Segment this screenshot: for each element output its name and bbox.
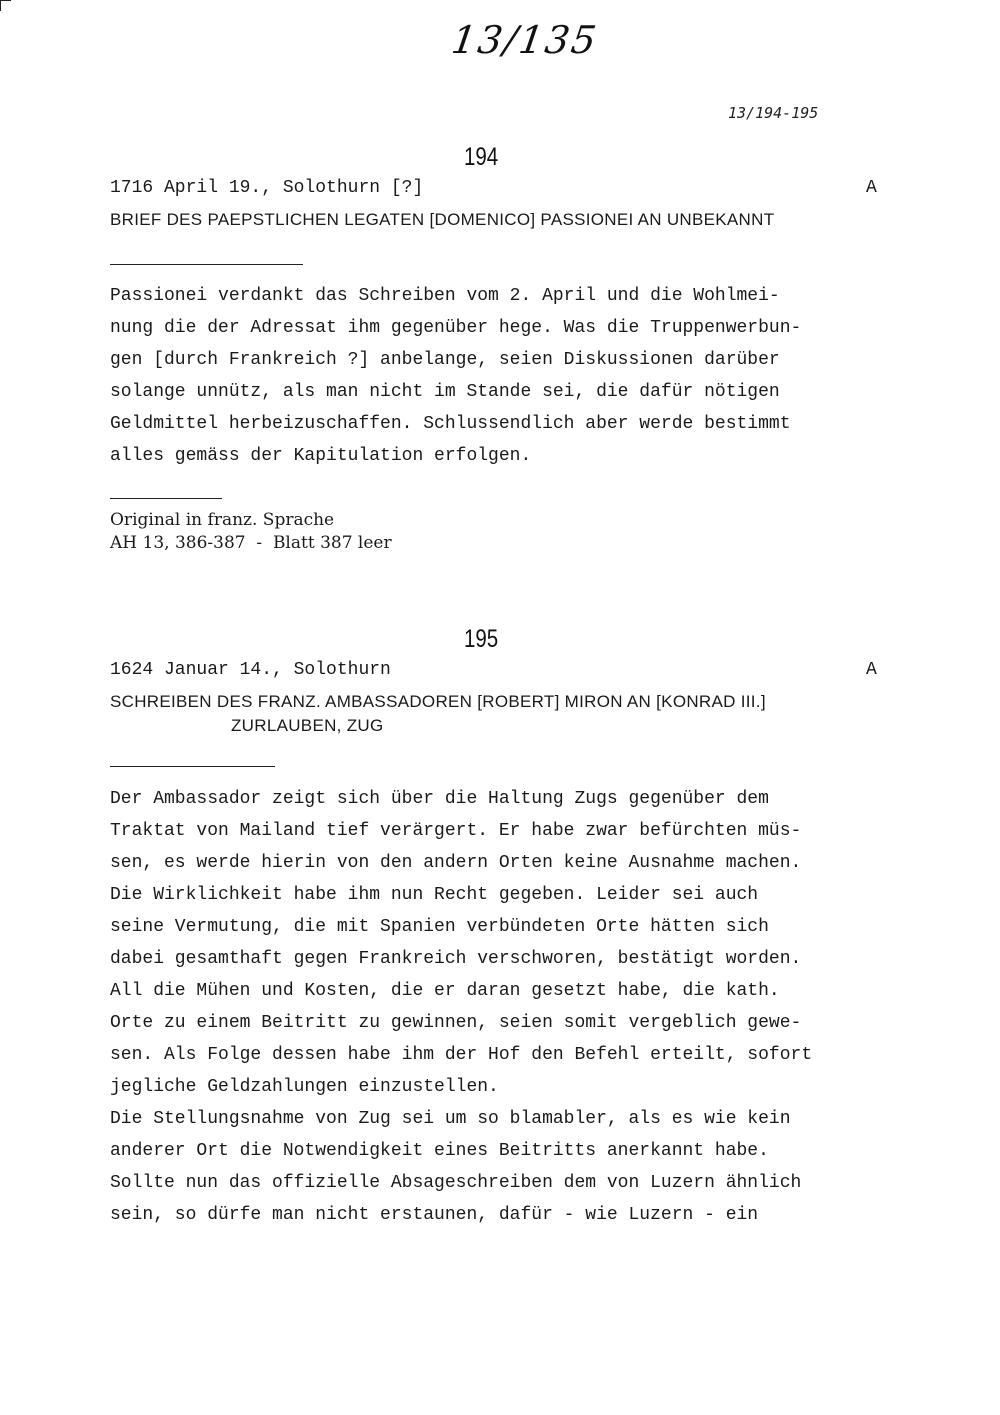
type-letter-195: A xyxy=(866,660,877,680)
summary-line: jegliche Geldzahlungen einzustellen. xyxy=(110,1077,499,1097)
document-number-195: 195 xyxy=(464,625,499,653)
summary-line: All die Mühen und Kosten, die er daran gesetzt habe, die kath. xyxy=(110,981,780,1001)
separator-rule xyxy=(110,264,303,265)
summary-line: Traktat von Mailand tief verärgert. Er habe zwar befürchten müs- xyxy=(110,821,802,841)
summary-line: anderer Ort die Notwendigkeit eines Beitritts anerkannt habe. xyxy=(110,1141,769,1161)
summary-line: Die Wirklichkeit habe ihm nun Recht gegeben. Leider sei auch xyxy=(110,885,759,905)
summary-line: seine Vermutung, die mit Spanien verbündeten Orte hätten sich xyxy=(110,917,769,937)
type-letter-194: A xyxy=(866,178,877,198)
summary-line: sen. Als Folge dessen habe ihm der Hof den Befehl erteilt, sofort xyxy=(110,1045,813,1065)
note-archive-location: AH 13, 386-387 - Blatt 387 leer xyxy=(110,533,392,553)
summary-line: gen [durch Frankreich ?] anbelange, seien Diskussionen darüber xyxy=(110,350,780,370)
summary-line: Die Stellungsnahme von Zug sei um so blamabler, als es wie kein xyxy=(110,1109,791,1129)
archive-reference: 13/194-195 xyxy=(728,104,819,122)
separator-rule-195 xyxy=(110,766,275,767)
title-195-line2: ZURLAUBEN, ZUG xyxy=(231,716,384,735)
summary-line: Passionei verdankt das Schreiben vom 2. April und die Wohlmei- xyxy=(110,286,780,306)
summary-line: Sollte nun das offizielle Absageschreiben dem von Luzern ähnlich xyxy=(110,1173,802,1193)
notes-separator-rule xyxy=(110,498,222,499)
summary-line: Geldmittel herbeizuschaffen. Schlussendlich aber werde bestimmt xyxy=(110,414,791,434)
date-place-195: 1624 Januar 14., Solothurn xyxy=(110,660,391,680)
summary-line: Der Ambassador zeigt sich über die Haltung Zugs gegenüber dem xyxy=(110,789,769,809)
summary-195 xyxy=(110,783,812,1231)
document-number-194: 194 xyxy=(464,143,499,171)
summary-line: solange unnütz, als man nicht im Stande sei, die dafür nötigen xyxy=(110,382,780,402)
title-195-line1: SCHREIBEN DES FRANZ. AMBASSADOREN [ROBERT] MIRON AN [KONRAD III.] xyxy=(110,692,766,711)
note-original-language: Original in franz. Sprache xyxy=(110,510,335,530)
date-place-194: 1716 April 19., Solothurn [?] xyxy=(110,178,424,198)
summary-line: nung die der Adressat ihm gegenüber hege. Was die Truppenwerbun- xyxy=(110,318,802,338)
summary-line: sein, so dürfe man nicht erstaunen, dafür - wie Luzern - ein xyxy=(110,1205,759,1225)
summary-line: sen, es werde hierin von den andern Orten keine Ausnahme machen. xyxy=(110,853,802,873)
title-194: BRIEF DES PAEPSTLICHEN LEGATEN [DOMENICO] PASSIONEI AN UNBEKANNT xyxy=(110,210,775,229)
summary-194 xyxy=(110,280,801,472)
summary-line: dabei gesamthaft gegen Frankreich verschworen, bestätigt worden. xyxy=(110,949,802,969)
summary-line: Orte zu einem Beitritt zu gewinnen, seien somit vergeblich gewe- xyxy=(110,1013,802,1033)
scan-corner-mark xyxy=(0,0,11,11)
summary-line: alles gemäss der Kapitulation erfolgen. xyxy=(110,446,532,466)
handwritten-folio-reference: 13/135 xyxy=(448,18,601,62)
